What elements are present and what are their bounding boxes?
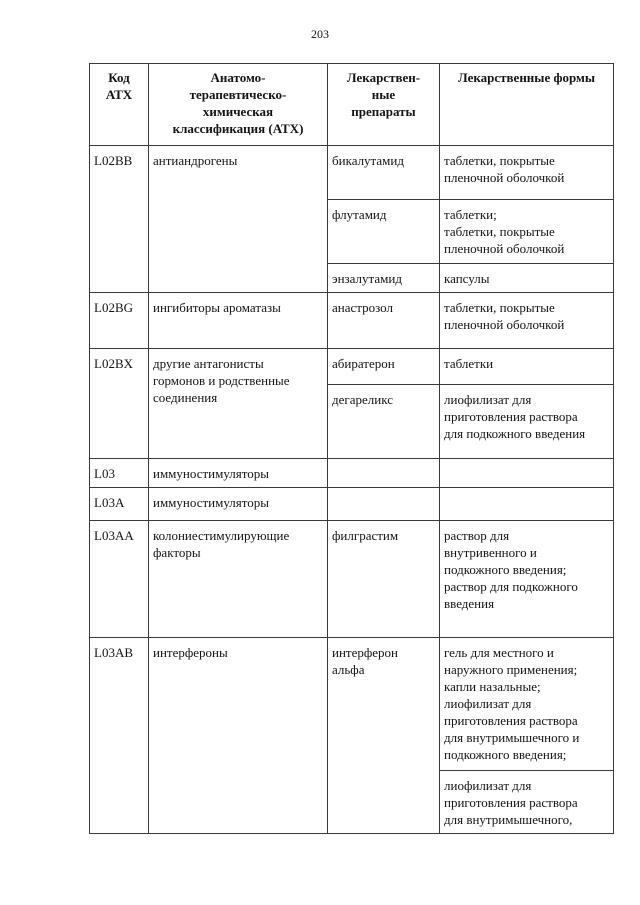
- drug-form: лиофилизат для приготовления раствора для подкожного введения: [440, 385, 614, 459]
- drug-name: энзалутамид: [328, 264, 440, 293]
- atx-code: L03AB: [90, 638, 149, 834]
- header-drugs: Лекарствен- ные препараты: [328, 64, 440, 146]
- table-row: [90, 459, 614, 488]
- drug-form: таблетки, покрытые пленочной оболочкой: [440, 146, 614, 200]
- drug-form: раствор для внутривенного и подкожного введения; раствор для подкожного введения: [440, 521, 614, 638]
- drug-name: абиратерон: [328, 349, 440, 385]
- table-row: [90, 488, 614, 521]
- atx-classification: антиандрогены: [149, 146, 328, 293]
- drug-form: таблетки; таблетки, покрытые пленочной оболочкой: [440, 200, 614, 264]
- table-row: [90, 349, 614, 385]
- atx-classification: ингибиторы ароматазы: [149, 293, 328, 349]
- atx-code: L03AA: [90, 521, 149, 638]
- drug-name: дегареликс: [328, 385, 440, 459]
- atx-classification-table: [89, 63, 614, 834]
- table-row: [90, 146, 614, 200]
- drug-form: лиофилизат для приготовления раствора для внутримышечного,: [440, 771, 614, 834]
- atx-classification: иммуностимуляторы: [149, 488, 328, 521]
- drug-form: [440, 488, 614, 521]
- atx-classification: иммуностимуляторы: [149, 459, 328, 488]
- drug-form: таблетки, покрытые пленочной оболочкой: [440, 293, 614, 349]
- atx-code: L02BX: [90, 349, 149, 459]
- header-classification: Анатомо- терапевтическо- химическая классификация (АТХ): [149, 64, 328, 146]
- drug-name: бикалутамид: [328, 146, 440, 200]
- drug-form: капсулы: [440, 264, 614, 293]
- table-row: [90, 638, 614, 771]
- atx-code: L02BG: [90, 293, 149, 349]
- drug-form: таблетки: [440, 349, 614, 385]
- atx-classification: другие антагонисты гормонов и родственные соединения: [149, 349, 328, 459]
- table-header-row: [90, 64, 614, 146]
- atx-code: L03A: [90, 488, 149, 521]
- table-row: [90, 293, 614, 349]
- drug-name: [328, 488, 440, 521]
- atx-code: L02BB: [90, 146, 149, 293]
- drug-form: [440, 459, 614, 488]
- drug-name: [328, 459, 440, 488]
- drug-name: флутамид: [328, 200, 440, 264]
- page-number: 203: [311, 27, 329, 41]
- drug-name: анастрозол: [328, 293, 440, 349]
- table-row: [90, 521, 614, 638]
- drug-name: интерферон альфа: [328, 638, 440, 834]
- header-code: Код АТХ: [90, 64, 149, 146]
- atx-code: L03: [90, 459, 149, 488]
- header-forms: Лекарственные формы: [440, 64, 614, 146]
- atx-classification: интерфероны: [149, 638, 328, 834]
- drug-name: филграстим: [328, 521, 440, 638]
- drug-form: гель для местного и наружного применения; капли назальные; лиофилизат для приготовления раствора для внутримышечного и подкожного введения;: [440, 638, 614, 771]
- atx-classification: колониестимулирующие факторы: [149, 521, 328, 638]
